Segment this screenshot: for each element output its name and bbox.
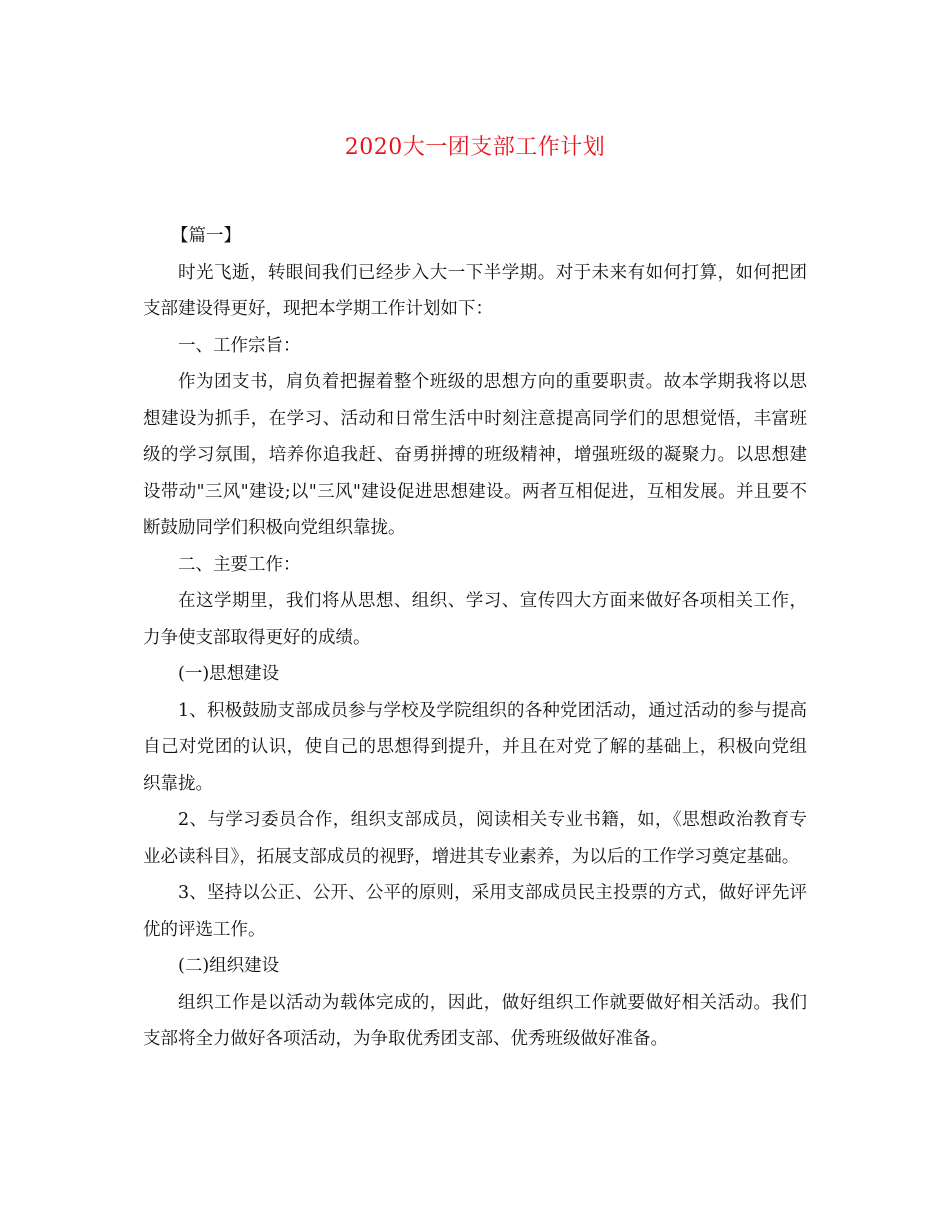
- list-item: 3、坚持以公正、公开、公平的原则，采用支部成员民主投票的方式，做好评先评优的评选工作。: [143, 883, 807, 940]
- document-title: 2020大一团支部工作计划: [344, 135, 606, 160]
- list-item: 2、与学习委员合作，组织支部成员，阅读相关专业书籍，如，《思想政治教育专业必读科目》，拓展支部成员的视野，增进其专业素养，为以后的工作学习奠定基础。: [143, 810, 807, 867]
- document-body: [143, 218, 807, 1058]
- subsection-heading-organization: (二)组织建设: [178, 956, 280, 976]
- organization-paragraph: 组织工作是以活动为载体完成的，因此，做好组织工作就要做好相关活动。我们支部将全力做好各项活动，为争取优秀团支部、优秀班级做好准备。: [143, 992, 807, 1049]
- purpose-paragraph: 作为团支书，肩负着把握着整个班级的思想方向的重要职责。故本学期我将以思想建设为抓手，在学习、活动和日常生活中时刻注意提高同学们的思想觉悟，丰富班级的学习氛围，培养你追我赶、奋勇拼搏的班级精神，增强班级的凝聚力。以思想建设带动"三风"建设;以"三风"建设促进思想建设。两者互相促进，互相发展。并且要不断鼓励同学们积极向党组织靠拢。: [143, 372, 807, 538]
- intro-paragraph: 时光飞逝，转眼间我们已经步入大一下半学期。对于未来有如何打算，如何把团支部建设得更好，现把本学期工作计划如下：: [143, 262, 807, 319]
- section-marker: 【篇一】: [171, 226, 241, 246]
- subsection-heading-ideology: (一)思想建设: [178, 664, 280, 684]
- section-heading-main-work: 二、主要工作：: [178, 554, 301, 575]
- main-work-paragraph: 在这学期里，我们将从思想、组织、学习、宣传四大方面来做好各项相关工作，力争使支部取得更好的成绩。: [143, 591, 807, 648]
- section-heading-purpose: 一、工作宗旨：: [178, 335, 301, 356]
- list-item: 1、积极鼓励支部成员参与学校及学院组织的各种党团活动，通过活动的参与提高自己对党团的认识，使自己的思想得到提升，并且在对党了解的基础上，积极向党组织靠拢。: [143, 700, 807, 794]
